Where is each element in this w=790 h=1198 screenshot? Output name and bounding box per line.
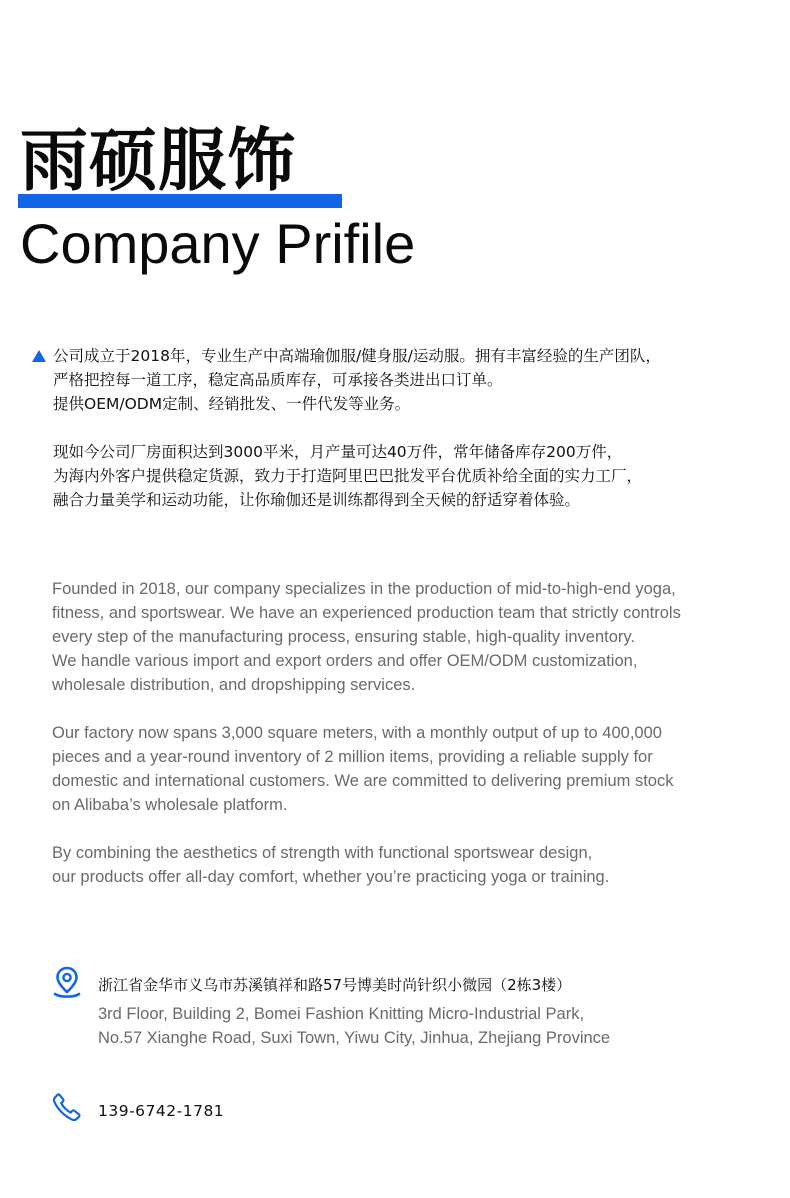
intro-en-line: every step of the manufacturing process, ensuring stable, high-quality inventory. xyxy=(52,628,636,646)
intro-en-line: our products offer all-day comfort, whether you’re practicing yoga or training. xyxy=(52,868,610,886)
address-en-line: 3rd Floor, Building 2, Bomei Fashion Knitting Micro-Industrial Park, xyxy=(98,1005,585,1023)
intro-cn-line: 融合力量美学和运动功能，让你瑜伽还是训练都得到全天候的舒适穿着体验。 xyxy=(53,491,581,509)
intro-en-line: By combining the aesthetics of strength with functional sportswear design, xyxy=(52,844,593,862)
page-title-cn: 雨硕服饰 xyxy=(20,122,297,201)
intro-en-line: wholesale distribution, and dropshipping services. xyxy=(52,676,416,694)
intro-en-line: fitness, and sportswear. We have an experienced production team that strictly controls xyxy=(52,604,681,622)
page-title-en: Company Prifile xyxy=(20,212,416,275)
intro-en-line: We handle various import and export orders and offer OEM/ODM customization, xyxy=(52,652,638,670)
intro-cn-line: 严格把控每一道工序，稳定高品质库存，可承接各类进出口订单。 xyxy=(53,371,503,389)
address-en xyxy=(98,1002,610,1050)
address-cn: 浙江省金华市义乌市苏溪镇祥和路57号博美时尚针织小微园（2栋3楼） xyxy=(98,976,572,994)
paragraph-gap xyxy=(52,697,782,721)
triangle-bullet-icon xyxy=(32,350,46,362)
intro-en-section xyxy=(52,577,782,889)
phone-icon xyxy=(52,1092,82,1122)
location-pin-icon xyxy=(52,966,82,998)
phone-section xyxy=(52,1092,452,1128)
intro-en-line: pieces and a year-round inventory of 2 million items, providing a reliable supply for xyxy=(52,748,653,766)
intro-en-line: on Alibaba’s wholesale platform. xyxy=(52,796,288,814)
intro-en-line: domestic and international customers. We are committed to delivering premium stock xyxy=(52,772,674,790)
intro-cn-line: 现如今公司厂房面积达到3000平米，月产量可达40万件，常年储备库存200万件， xyxy=(53,443,623,461)
intro-en-line: Our factory now spans 3,000 square meters, with a monthly output of up to 400,000 xyxy=(52,724,662,742)
title-cn-block xyxy=(18,118,342,210)
paragraph-gap xyxy=(53,416,773,440)
intro-cn-line: 公司成立于2018年，专业生产中高端瑜伽服/健身服/运动服。拥有丰富经验的生产团队， xyxy=(53,347,661,365)
intro-cn-line: 为海内外客户提供稳定货源，致力于打造阿里巴巴批发平台优质补给全面的实力工厂， xyxy=(53,467,643,485)
intro-cn-line: 提供OEM/ODM定制、经销批发、一件代发等业务。 xyxy=(53,395,411,413)
address-en-line: No.57 Xianghe Road, Suxi Town, Yiwu City, Jinhua, Zhejiang Province xyxy=(98,1029,611,1047)
intro-en-line: Founded in 2018, our company specializes in the production of mid-to-high-end yoga, xyxy=(52,580,676,598)
phone-number[interactable]: 139-6742-1781 xyxy=(98,1102,225,1120)
intro-cn-lines xyxy=(53,344,773,512)
paragraph-gap xyxy=(52,817,782,841)
